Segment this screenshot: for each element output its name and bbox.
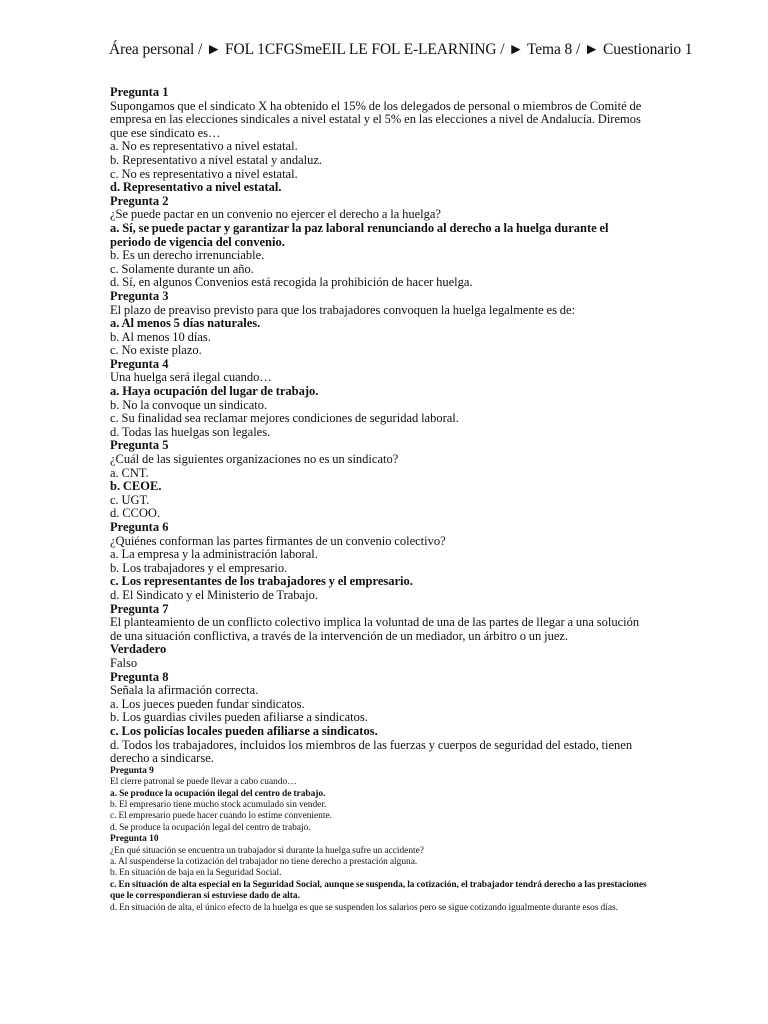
answer-option: b. Al menos 10 días. [110, 329, 211, 344]
question-text: El planteamiento de un conflicto colectivo implica la voluntad de una de las partes de llegar a una solución de una situación conflictiva, a través de la intervención de un mediador, un árbitro o un juez. [110, 615, 640, 643]
question-title: Pregunta 2 [110, 193, 169, 208]
answer-option: a. No es representativo a nivel estatal. [110, 139, 298, 154]
question-3 [110, 290, 650, 358]
question-7 [110, 603, 650, 671]
questions-list [110, 86, 650, 914]
answer-option-correct: b. CEOE. [110, 479, 162, 494]
answer-option: a. La empresa y la administración laboral. [110, 547, 318, 562]
answer-option: b. Los guardias civiles pueden afiliarse a sindicatos. [110, 710, 368, 725]
question-text: ¿Cuál de las siguientes organizaciones no es un sindicato? [110, 452, 399, 467]
question-text: Supongamos que el sindicato X ha obtenido el 15% de los delegados de personal o miembros de Comité de empresa en las elecciones sindicales a nivel estatal y el 5% en las elecciones a nivel de Andalucía. Diremos que ese sindicato es… [110, 98, 642, 140]
answer-option: d. El Sindicato y el Ministerio de Trabajo. [110, 587, 318, 602]
question-text: Una huelga será ilegal cuando… [110, 370, 272, 385]
answer-option: Falso [110, 655, 138, 670]
question-text: Señala la afirmación correcta. [110, 683, 259, 698]
answer-option: a. Los jueces pueden fundar sindicatos. [110, 696, 305, 711]
answer-option-correct: d. Representativo a nivel estatal. [110, 180, 282, 195]
question-title: Pregunta 10 [110, 834, 159, 845]
answer-option-correct: a. Se produce la ocupación ilegal del centro de trabajo. [110, 788, 326, 799]
answer-option: b. El empresario tiene mucho stock acumulado sin vender. [110, 799, 327, 810]
answer-option-correct: a. Al menos 5 días naturales. [110, 316, 261, 331]
breadcrumb-separator: / [572, 41, 584, 58]
question-title: Pregunta 4 [110, 356, 169, 371]
answer-option: b. No la convoque un sindicato. [110, 397, 268, 412]
answer-option: d. Todos los trabajadores, incluidos los miembros de las fuerzas y cuerpos de seguridad del estado, tienen derecho a sindicarse. [110, 737, 633, 766]
answer-option: d. Todas las huelgas son legales. [110, 424, 271, 439]
question-text: ¿Quiénes conforman las partes firmantes de un convenio colectivo? [110, 533, 446, 548]
question-1 [110, 86, 650, 195]
answer-option: b. Los trabajadores y el empresario. [110, 560, 288, 575]
breadcrumb-item-quiz[interactable]: ► Cuestionario 1 [583, 41, 693, 58]
answer-option-correct: a. Haya ocupación del lugar de trabajo. [110, 384, 319, 399]
question-2 [110, 195, 650, 290]
question-title: Pregunta 8 [110, 669, 169, 684]
answer-option: c. Su finalidad sea reclamar mejores condiciones de seguridad laboral. [110, 411, 459, 426]
answer-option: b. En situación de baja en la Seguridad Social. [110, 868, 282, 879]
breadcrumb-separator: / [496, 41, 509, 58]
answer-option: c. No es representativo a nivel estatal. [110, 166, 298, 181]
question-title: Pregunta 9 [110, 765, 154, 776]
answer-option: b. Es un derecho irrenunciable. [110, 248, 265, 263]
answer-option: b. Representativo a nivel estatal y andaluz. [110, 152, 323, 167]
question-4 [110, 358, 650, 440]
answer-option-correct: c. Los policías locales pueden afiliarse a sindicatos. [110, 723, 378, 738]
question-text: El cierre patronal se puede llevar a cabo cuando… [110, 777, 297, 788]
question-title: Pregunta 5 [110, 438, 169, 453]
question-title: Pregunta 7 [110, 601, 169, 616]
breadcrumb-item-course[interactable]: ► FOL 1CFGSmeEIL LE FOL E-LEARNING [205, 41, 497, 58]
answer-option-correct: c. Los representantes de los trabajadores y el empresario. [110, 574, 413, 589]
question-text: ¿En qué situación se encuentra un trabajador si durante la huelga sufre un accidente? [110, 845, 424, 856]
answer-option: c. No existe plazo. [110, 343, 202, 358]
answer-option: c. UGT. [110, 492, 150, 507]
answer-option: c. Solamente durante un año. [110, 261, 254, 276]
question-text: El plazo de preaviso previsto para que los trabajadores convoquen la huelga legalmente es de: [110, 302, 576, 317]
answer-option: c. El empresario puede hacer cuando lo estime conveniente. [110, 811, 332, 822]
answer-option-correct: a. Sí, se puede pactar y garantizar la paz laboral renunciando al derecho a la huelga durante el periodo de vigencia del convenio. [110, 220, 609, 249]
question-10 [110, 834, 650, 914]
breadcrumb-item-topic[interactable]: ► Tema 8 [508, 41, 573, 58]
breadcrumb-separator: / [194, 41, 206, 58]
question-5 [110, 439, 650, 521]
question-title: Pregunta 3 [110, 288, 169, 303]
question-8 [110, 671, 650, 766]
question-text: ¿Se puede pactar en un convenio no ejercer el derecho a la huelga? [110, 207, 441, 222]
breadcrumb-item-area-personal[interactable]: Área personal [109, 41, 195, 58]
answer-option-correct: c. En situación de alta especial en la Seguridad Social, aunque se suspenda, la cotización, el trabajador tendrá derecho a las prestaciones que le correspondieran si estuviese dado de alta. [110, 879, 647, 902]
answer-option-correct: Verdadero [110, 642, 167, 657]
answer-option: d. Se produce la ocupación legal del centro de trabajo. [110, 822, 311, 833]
question-title: Pregunta 6 [110, 520, 169, 534]
answer-option: a. Al suspenderse la cotización del trabajador no tiene derecho a prestación alguna. [110, 856, 418, 867]
breadcrumb [109, 41, 693, 59]
question-title: Pregunta 1 [110, 85, 169, 99]
answer-option: d. CCOO. [110, 506, 161, 521]
answer-option: a. CNT. [110, 465, 149, 480]
answer-option: d. Sí, en algunos Convenios está recogida la prohibición de hacer huelga. [110, 275, 473, 290]
answer-option: d. En situación de alta, el único efecto de la huelga es que se suspenden los salarios pero se sigue cotizando igualmente durante esos días. [110, 902, 619, 913]
question-9 [110, 766, 650, 834]
question-6 [110, 521, 650, 603]
